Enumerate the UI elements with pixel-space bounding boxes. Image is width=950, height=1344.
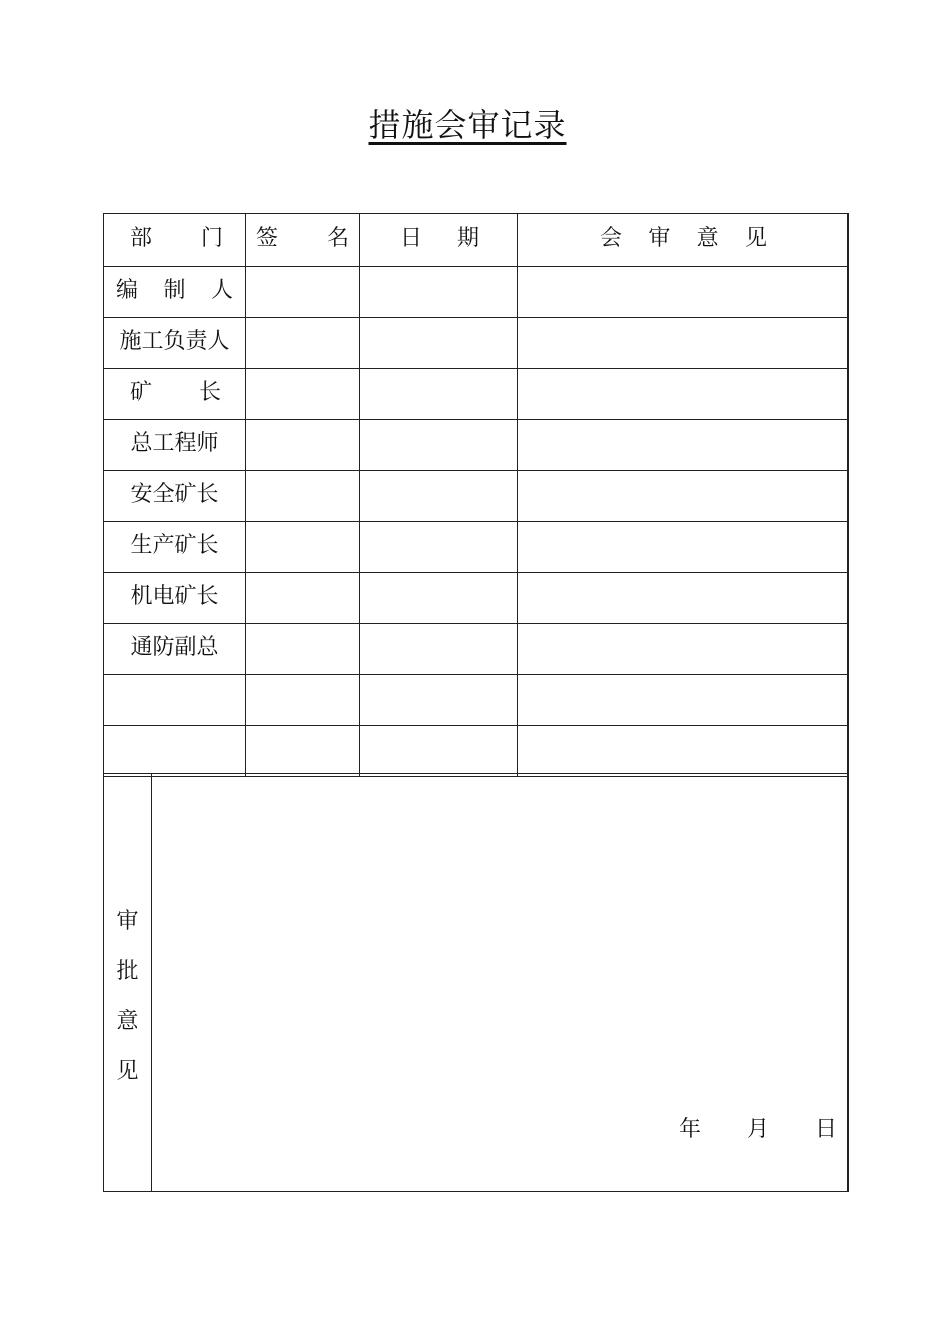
date-cell[interactable] [360, 624, 518, 675]
role-cell: 生产矿长 [104, 522, 246, 573]
date-cell[interactable] [360, 726, 518, 777]
role-cell: 总工程师 [104, 420, 246, 471]
header-signature: 签 名 [246, 214, 360, 267]
signature-cell[interactable] [246, 369, 360, 420]
header-date: 日 期 [360, 214, 518, 267]
signature-cell[interactable] [246, 624, 360, 675]
role-cell: 安全矿长 [104, 471, 246, 522]
header-department: 部 门 [104, 214, 246, 267]
signature-cell[interactable] [246, 573, 360, 624]
opinion-cell[interactable] [518, 369, 848, 420]
opinion-cell[interactable] [518, 573, 848, 624]
approval-label: 审 批 意 见 [104, 774, 152, 1192]
header-row [104, 214, 848, 267]
opinion-cell[interactable] [518, 420, 848, 471]
opinion-cell[interactable] [518, 726, 848, 777]
approval-opinion-field[interactable] [152, 774, 848, 1192]
role-cell: 机电矿长 [104, 573, 246, 624]
table-row [104, 471, 848, 522]
table-row [104, 318, 848, 369]
table-row [104, 369, 848, 420]
signature-cell[interactable] [246, 471, 360, 522]
review-table [103, 213, 848, 777]
signature-cell[interactable] [246, 267, 360, 318]
approval-row [104, 774, 848, 1192]
date-cell[interactable] [360, 420, 518, 471]
approval-date: 年 月 日 [678, 1117, 837, 1142]
signature-cell[interactable] [246, 318, 360, 369]
table-row [104, 675, 848, 726]
signature-cell[interactable] [246, 726, 360, 777]
approval-table [103, 773, 848, 1192]
role-cell: 编 制 人 [104, 267, 246, 318]
date-cell[interactable] [360, 369, 518, 420]
role-cell: 施工负责人 [104, 318, 246, 369]
date-cell[interactable] [360, 471, 518, 522]
table-row [104, 726, 848, 777]
date-cell[interactable] [360, 675, 518, 726]
table-row [104, 522, 848, 573]
role-cell [104, 726, 246, 777]
document-title: 措施会审记录 [368, 106, 567, 144]
date-cell[interactable] [360, 267, 518, 318]
opinion-cell[interactable] [518, 471, 848, 522]
opinion-cell[interactable] [518, 267, 848, 318]
opinion-cell[interactable] [518, 522, 848, 573]
opinion-cell[interactable] [518, 624, 848, 675]
table-row [104, 420, 848, 471]
signature-cell[interactable] [246, 675, 360, 726]
role-cell [104, 675, 246, 726]
signature-cell[interactable] [246, 522, 360, 573]
role-cell: 通防副总 [104, 624, 246, 675]
date-cell[interactable] [360, 318, 518, 369]
date-cell[interactable] [360, 573, 518, 624]
signature-cell[interactable] [246, 420, 360, 471]
opinion-cell[interactable] [518, 675, 848, 726]
role-cell: 矿 长 [104, 369, 246, 420]
table-row [104, 573, 848, 624]
table-row [104, 267, 848, 318]
table-border-shadow [847, 213, 849, 1192]
table-row [104, 624, 848, 675]
header-opinion: 会 审 意 见 [518, 214, 848, 267]
opinion-cell[interactable] [518, 318, 848, 369]
date-cell[interactable] [360, 522, 518, 573]
